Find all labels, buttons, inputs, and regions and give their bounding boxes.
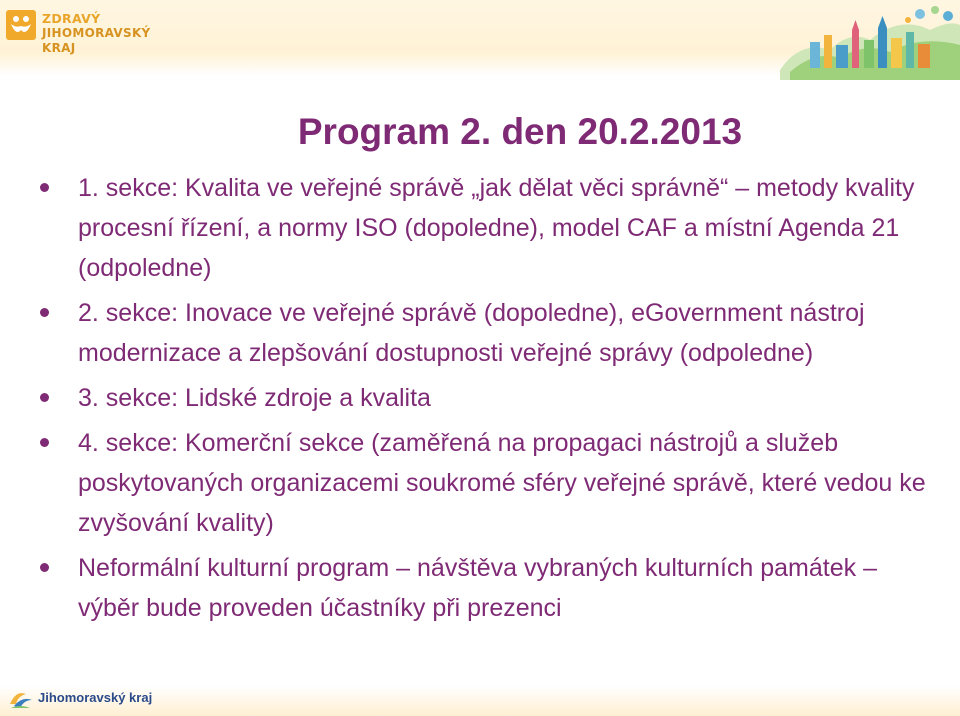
footer-band: [0, 686, 960, 716]
program-bullet-list: [32, 168, 932, 633]
list-item: [32, 168, 932, 288]
logo-line1: ZDRAVÝ: [42, 11, 101, 26]
bullet-text: 2. sekce: Inovace ve veřejné správě (dopoledne), eGovernment nástroj modernizace a zlepšování dostupnosti veřejné správy (odpoledne): [78, 299, 865, 367]
bullet-icon: [40, 438, 49, 447]
region-logo-icon: [8, 688, 34, 710]
jihomoravsky-kraj-logo: [8, 688, 158, 710]
bullet-icon: [40, 393, 49, 402]
logo-line2: JIHOMORAVSKÝ KRAJ: [42, 26, 151, 55]
bullet-icon: [40, 563, 49, 572]
bullet-text: 1. sekce: Kvalita ve veřejné správě „jak dělat věci správně“ – metody kvality procesní řízení, a normy ISO (dopoledne), model CAF a místní Agenda 21 (odpoledne): [78, 174, 915, 282]
list-item: [32, 423, 932, 543]
footer-logo-text: Jihomoravský kraj: [38, 690, 153, 705]
list-item: [32, 548, 932, 628]
bullet-icon: [40, 308, 49, 317]
list-item: [32, 378, 932, 418]
bullet-text: 3. sekce: Lidské zdroje a kvalita: [78, 384, 431, 412]
header-band: [0, 0, 960, 76]
bullet-icon: [40, 183, 49, 192]
zdravy-jihomoravsky-kraj-logo: [6, 6, 166, 55]
logo-text-top: [42, 11, 166, 56]
slide-title: Program 2. den 20.2.2013: [297, 111, 743, 152]
city-skyline-illustration: [770, 0, 960, 80]
bullet-text: Neformální kulturní program – návštěva vybraných kulturních památek – výběr bude proveden účastníky při prezenci: [78, 554, 877, 622]
heart-people-icon: [6, 10, 36, 40]
bullet-text: 4. sekce: Komerční sekce (zaměřená na propagaci nástrojů a služeb poskytovaných organizacemi soukromé sféry veřejné správě, které vedou ke zvyšování kvality): [78, 429, 926, 537]
list-item: [32, 293, 932, 373]
